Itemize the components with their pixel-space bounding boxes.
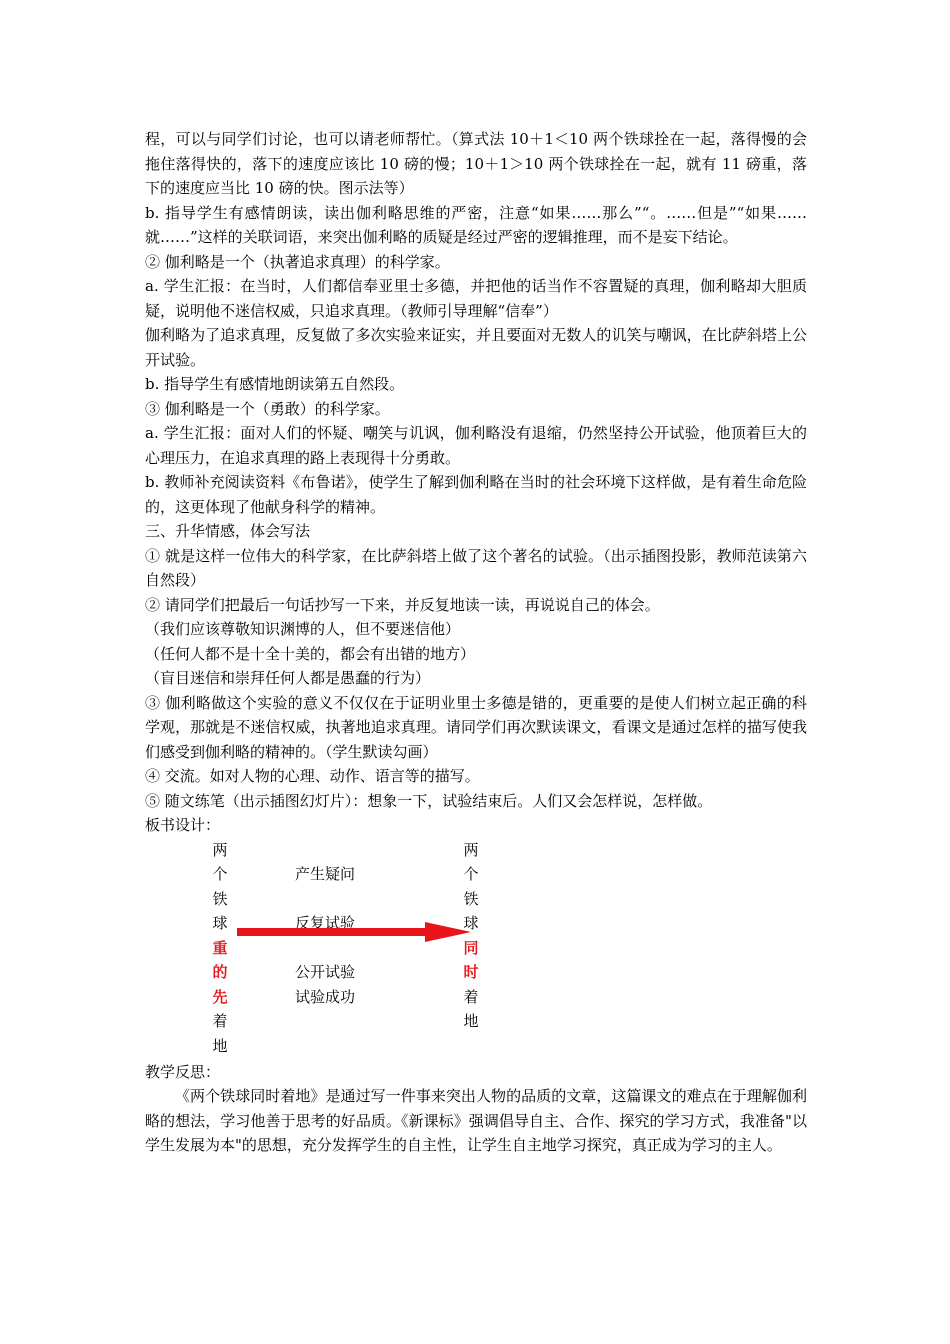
- board-step: 公开试验: [295, 963, 356, 981]
- paragraph: （任何人都不是十全十美的，都会有出错的地方）: [145, 644, 476, 663]
- board-step: 反复试验: [295, 914, 356, 932]
- paragraph: ② 伽利略是一个（执著追求真理）的科学家。: [145, 252, 450, 271]
- paragraph: ④ 交流。如对人物的心理、动作、语言等的描写。: [145, 767, 480, 785]
- reflection-heading: 教学反思：: [145, 1062, 221, 1081]
- board-char: 个: [463, 865, 479, 883]
- board-char: 着: [463, 987, 479, 1006]
- paragraph: ③ 伽利略做这个实验的意义不仅仅在于证明业里士多德是错的，更重要的是使人们树立起正确的科学观，那就是不迷信权威，执著地追求真理。请同学们再次默读课文，看课文是通过怎样的描写使我们感受到伽利略的精神的。（学生默读勾画）: [145, 693, 807, 761]
- board-step: 产生疑问: [295, 865, 356, 883]
- board-char: 着: [212, 1012, 228, 1030]
- paragraph: b. 指导学生有感情朗读，读出伽利略思维的严密，注意“如果……那么”“。……但是”“如果……就……”这样的关联词语，来突出伽利略的质疑是经过严密的逻辑推理，而不是妄下结论。: [145, 203, 807, 246]
- paragraph: b. 指导学生有感情地朗读第五自然段。: [145, 375, 405, 393]
- board-char: 个: [212, 865, 228, 883]
- paragraph: ⑤ 随文练笔（出示插图幻灯片）：想象一下，试验结束后。人们又会怎样说，怎样做。: [145, 791, 713, 810]
- right-arrow-icon: [237, 922, 471, 942]
- board-char: 同: [463, 938, 479, 957]
- paragraph: 程，可以与同学们讨论，也可以请老师帮忙。（算式法 10＋1＜10 两个铁球拴在一起，落得慢的会拖住落得快的，落下的速度应该比 10 磅的慢；10＋1＞10 两个铁球拴在一起，就有 11 磅重，落下的速度应当比 10 磅的快。图示法等）: [145, 130, 807, 197]
- board-char: 两: [463, 840, 479, 859]
- board-char: 地: [463, 1012, 479, 1030]
- board-char: 时: [463, 963, 479, 981]
- document-body: [145, 127, 807, 1158]
- paragraph: a. 学生汇报：面对人们的怀疑、嘲笑与讥讽，伽利略没有退缩，仍然坚持公开试验，他顶着巨大的心理压力，在追求真理的路上表现得十分勇敢。: [145, 424, 807, 467]
- paragraph: b. 教师补充阅读资料《布鲁诺》，使学生了解到伽利略在当时的社会环境下这样做，是有着生命危险的，这更体现了他献身科学的精神。: [145, 473, 807, 516]
- board-char: 球: [463, 914, 479, 932]
- board-char: 铁: [212, 889, 228, 908]
- paragraph: 伽利略为了追求真理，反复做了多次实验来证实，并且要面对无数人的讥笑与嘲讽，在比萨斜塔上公开试验。: [145, 326, 807, 369]
- board-char: 的: [212, 963, 228, 981]
- paragraph: ③ 伽利略是一个（勇敢）的科学家。: [145, 399, 390, 418]
- paragraph: ① 就是这样一位伟大的科学家，在比萨斜塔上做了这个著名的试验。（出示插图投影，教师范读第六自然段）: [145, 546, 807, 589]
- board-char: 重: [212, 938, 228, 957]
- paragraph: a. 学生汇报：在当时，人们都信奉亚里士多德，并把他的话当作不容置疑的真理，伽利略却大胆质疑，说明他不迷信权威，只追求真理。（教师引导理解“信奉”）: [145, 277, 807, 320]
- board-left-column: [211, 838, 229, 1059]
- board-right-column: [462, 838, 480, 1034]
- board-char: 铁: [463, 889, 479, 908]
- board-char: 先: [212, 987, 228, 1006]
- paragraph: （盲目迷信和崇拜任何人都是愚蠢的行为）: [145, 669, 431, 687]
- board-design: [145, 838, 807, 1060]
- reflection-text: 《两个铁球同时着地》是通过写一件事来突出人物的品质的文章，这篇课文的难点在于理解伽利略的想法，学习他善于思考的好品质。《新课标》强调倡导自主、合作、探究的学习方式，我准备"以学生发展为本"的思想，充分发挥学生的自主性，让学生自主地学习探究，真正成为学习的主人。: [145, 1087, 807, 1154]
- board-char: 地: [212, 1036, 228, 1055]
- board-char: 两: [212, 840, 228, 859]
- board-step: 试验成功: [295, 987, 356, 1006]
- board-heading: 板书设计：: [145, 816, 221, 834]
- board-char: 球: [212, 914, 228, 932]
- section-heading: 三、升华情感，体会写法: [145, 522, 311, 540]
- paragraph: （我们应该尊敬知识渊博的人，但不要迷信他）: [145, 620, 461, 638]
- paragraph: ② 请同学们把最后一句话抄写一下来，并反复地读一读，再说说自己的体会。: [145, 595, 660, 614]
